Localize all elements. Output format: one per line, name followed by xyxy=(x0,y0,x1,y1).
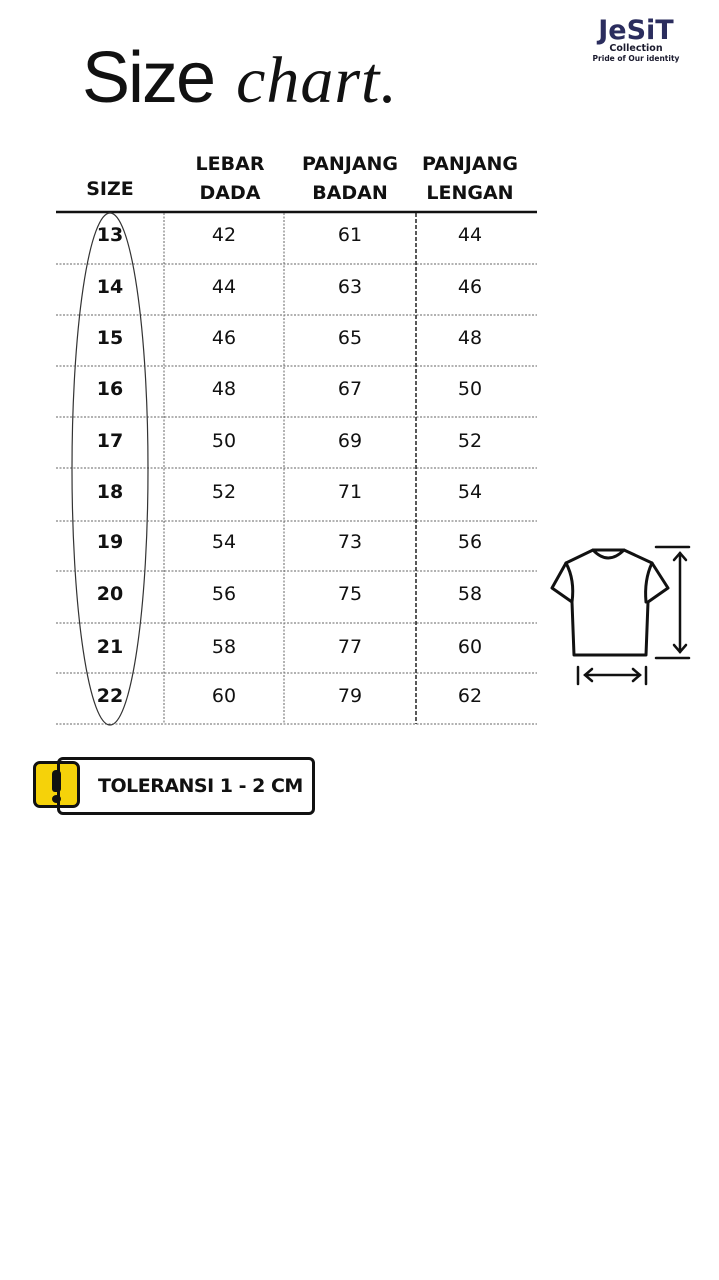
lebar-dada-cell: 56 xyxy=(211,583,237,605)
size-cell: 15 xyxy=(96,327,124,349)
header-lebar-dada-line1: LEBAR xyxy=(195,153,265,175)
title-script: chart. xyxy=(236,44,398,117)
lebar-dada-cell: 58 xyxy=(211,636,237,658)
header-panjang-lengan-line2: LENGAN xyxy=(426,182,514,204)
panjang-lengan-cell: 56 xyxy=(457,531,483,553)
panjang-lengan-cell: 60 xyxy=(457,636,483,658)
panjang-lengan-cell: 46 xyxy=(457,276,483,298)
lebar-dada-cell: 60 xyxy=(211,685,237,707)
size-cell: 16 xyxy=(96,378,124,400)
panjang-lengan-cell: 44 xyxy=(457,224,483,246)
lebar-dada-cell: 54 xyxy=(211,531,237,553)
lebar-dada-cell: 48 xyxy=(211,378,237,400)
width-arrow-icon xyxy=(578,667,646,684)
panjang-badan-cell: 75 xyxy=(337,583,363,605)
size-cell: 22 xyxy=(96,685,124,707)
lebar-dada-cell: 46 xyxy=(211,327,237,349)
lebar-dada-cell: 42 xyxy=(211,224,237,246)
lebar-dada-cell: 52 xyxy=(211,481,237,503)
header-panjang-lengan-line1: PANJANG xyxy=(421,153,519,175)
header-panjang-badan-line1: PANJANG xyxy=(301,153,399,175)
tolerance-badge xyxy=(57,757,315,815)
header-lebar-dada-line2: DADA xyxy=(199,182,261,204)
size-cell: 13 xyxy=(96,224,124,246)
panjang-lengan-cell: 58 xyxy=(457,583,483,605)
panjang-badan-cell: 63 xyxy=(337,276,363,298)
panjang-lengan-cell: 50 xyxy=(457,378,483,400)
size-cell: 21 xyxy=(96,636,124,658)
panjang-lengan-cell: 54 xyxy=(457,481,483,503)
panjang-badan-cell: 65 xyxy=(337,327,363,349)
header-panjang-badan-line2: BADAN xyxy=(312,182,388,204)
header-size-line1: SIZE xyxy=(86,178,134,200)
size-cell: 18 xyxy=(96,481,124,503)
size-cell: 20 xyxy=(96,583,124,605)
title-bold: Size xyxy=(82,38,215,118)
panjang-badan-cell: 69 xyxy=(337,430,363,452)
size-cell: 19 xyxy=(96,531,124,553)
tolerance-label: TOLERANSI 1 - 2 CM xyxy=(98,775,303,797)
size-cell: 17 xyxy=(96,430,124,452)
logo-subtitle: Collection xyxy=(609,43,663,54)
panjang-badan-cell: 79 xyxy=(337,685,363,707)
tshirt-measurement-icon xyxy=(548,540,693,690)
length-arrow-icon xyxy=(656,547,689,658)
logo-brand: JeSiT xyxy=(598,15,674,46)
lebar-dada-cell: 50 xyxy=(211,430,237,452)
panjang-lengan-cell: 48 xyxy=(457,327,483,349)
panjang-lengan-cell: 62 xyxy=(457,685,483,707)
panjang-badan-cell: 77 xyxy=(337,636,363,658)
panjang-badan-cell: 71 xyxy=(337,481,363,503)
panjang-badan-cell: 73 xyxy=(337,531,363,553)
size-cell: 14 xyxy=(96,276,124,298)
panjang-badan-cell: 67 xyxy=(337,378,363,400)
logo-tagline: Pride of Our identity xyxy=(592,54,680,63)
panjang-lengan-cell: 52 xyxy=(457,430,483,452)
lebar-dada-cell: 44 xyxy=(211,276,237,298)
panjang-badan-cell: 61 xyxy=(337,224,363,246)
